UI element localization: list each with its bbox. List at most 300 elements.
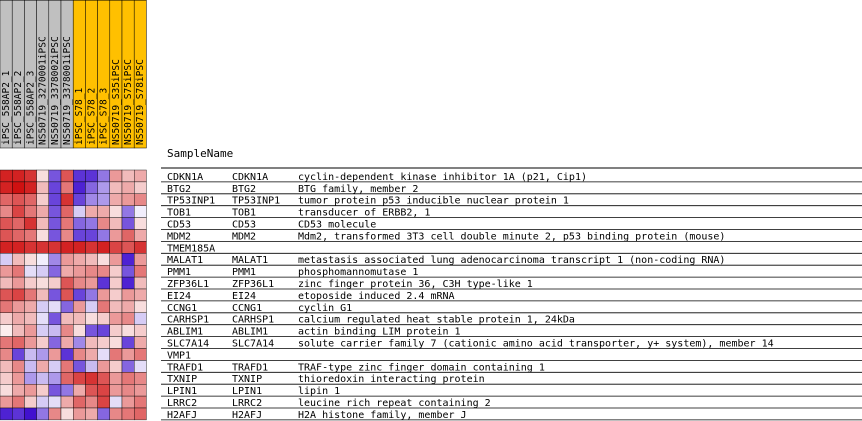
heatmap-cell (49, 241, 61, 253)
gene-id-label: TOB1 (232, 207, 257, 219)
heatmap-cell (73, 337, 85, 349)
heatmap-cell (49, 396, 61, 408)
heatmap-cell (37, 182, 49, 194)
gene-description-label: calcium regulated heat stable protein 1, 24kDa (298, 314, 575, 326)
heatmap-cell (73, 241, 85, 253)
gene-description-label: etoposide induced 2.4 mRNA (298, 290, 455, 302)
heatmap-cell (110, 253, 122, 265)
heatmap-cell (49, 206, 61, 218)
heatmap-cell (134, 396, 146, 408)
heatmap-cell (122, 396, 134, 408)
heatmap-cell (98, 253, 110, 265)
heatmap-cell (110, 241, 122, 253)
heatmap-cell (12, 182, 24, 194)
heatmap-cell (61, 313, 73, 325)
heatmap-cell (24, 265, 36, 277)
gene-id-label: ABLIM1 (232, 326, 269, 338)
gene-symbol-label: PMM1 (167, 267, 192, 279)
heatmap-cell (85, 384, 97, 396)
heatmap-cell (98, 313, 110, 325)
heatmap-cell (0, 230, 12, 242)
heatmap-cell (98, 206, 110, 218)
heatmap-cell (122, 372, 134, 384)
heatmap-cell (24, 277, 36, 289)
heatmap-cell (98, 218, 110, 230)
heatmap-cell (49, 313, 61, 325)
heatmap-cell (49, 301, 61, 313)
heatmap-cell (110, 218, 122, 230)
heatmap-cell (37, 206, 49, 218)
heatmap-cell (61, 325, 73, 337)
heatmap-cell (73, 265, 85, 277)
heatmap-cell (98, 170, 110, 182)
heatmap-cell (85, 241, 97, 253)
heatmap-cell (0, 384, 12, 396)
heatmap-cell (12, 325, 24, 337)
heatmap-cell (61, 349, 73, 361)
heatmap-cell (37, 241, 49, 253)
heatmap-cell (98, 241, 110, 253)
heatmap-cell (85, 349, 97, 361)
heatmap-cell (110, 325, 122, 337)
heatmap-cell (0, 313, 12, 325)
heatmap-cell (12, 206, 24, 218)
heatmap-cell (134, 384, 146, 396)
heatmap-cell (98, 301, 110, 313)
heatmap-cell (61, 289, 73, 301)
gene-description-label: cyclin G1 (298, 302, 353, 314)
heatmap-cell (0, 253, 12, 265)
gene-description-label: tumor protein p53 inducible nuclear protein 1 (298, 195, 569, 207)
heatmap-cell (12, 170, 24, 182)
heatmap-cell (12, 360, 24, 372)
gene-id-label: ZFP36L1 (232, 279, 275, 290)
heatmap-cell (73, 277, 85, 289)
heatmap-cell (49, 170, 61, 182)
gene-description-label: phosphomannomutase 1 (298, 267, 419, 279)
heatmap-cell (98, 277, 110, 289)
heatmap-cell (85, 230, 97, 242)
heatmap-cell (12, 218, 24, 230)
heatmap-cell (134, 325, 146, 337)
heatmap-cell (85, 194, 97, 206)
gene-description-label: BTG family, member 2 (298, 183, 419, 195)
heatmap-cell (122, 301, 134, 313)
heatmap-cell (110, 206, 122, 218)
heatmap-cell (37, 337, 49, 349)
sample-name-header: SampleName (167, 147, 234, 160)
heatmap-cell (134, 194, 146, 206)
gene-id-label: CDKN1A (232, 171, 269, 183)
heatmap-cell (110, 182, 122, 194)
gene-description-label: leucine rich repeat containing 2 (298, 398, 491, 409)
heatmap-cell (24, 289, 36, 301)
heatmap-cell (73, 170, 85, 182)
heatmap-cell (24, 337, 36, 349)
gene-id-label: TRAFD1 (232, 362, 269, 374)
heatmap-cell (0, 289, 12, 301)
heatmap-cell (85, 206, 97, 218)
heatmap-cell (37, 265, 49, 277)
heatmap-cell (98, 372, 110, 384)
heatmap-cell (24, 241, 36, 253)
gene-id-label: PMM1 (232, 267, 257, 279)
heatmap-cell (122, 325, 134, 337)
heatmap-cell (73, 384, 85, 396)
heatmap-cell (110, 384, 122, 396)
gene-description-label: thioredoxin interacting protein (298, 374, 485, 386)
heatmap-cell (0, 396, 12, 408)
heatmap-cell (122, 194, 134, 206)
heatmap-cell (49, 349, 61, 361)
gene-row-labels (161, 172, 862, 421)
heatmap-cell (134, 206, 146, 218)
heatmap-cell (49, 253, 61, 265)
heatmap-cell (61, 384, 73, 396)
heatmap-cell (98, 360, 110, 372)
heatmap-cell (24, 372, 36, 384)
gene-description-label: metastasis associated lung adenocarcinoma transcript 1 (non-coding RNA) (298, 255, 726, 267)
heatmap-cell (110, 313, 122, 325)
gene-symbol-label: TRAFD1 (167, 362, 204, 374)
heatmap-cell (98, 349, 110, 361)
heatmap-cell (98, 265, 110, 277)
gene-description-label: Mdm2, transformed 3T3 cell double minute 2, p53 binding protein (mouse) (298, 231, 726, 243)
heatmap-cell (37, 384, 49, 396)
heatmap-cell (61, 337, 73, 349)
heatmap-cell (24, 313, 36, 325)
heatmap-cell (98, 396, 110, 408)
heatmap-cell (49, 230, 61, 242)
sample-header-columns (0, 0, 146, 148)
heatmap-cell (0, 206, 12, 218)
heatmap-cell (61, 408, 73, 420)
heatmap-cell (110, 372, 122, 384)
heatmap-cell (85, 289, 97, 301)
gene-id-label: CCNG1 (232, 302, 263, 314)
heatmap-cell (37, 372, 49, 384)
heatmap-cell (37, 325, 49, 337)
heatmap-cell (0, 337, 12, 349)
heatmap-cell (85, 360, 97, 372)
heatmap-cell (73, 253, 85, 265)
heatmap-cell (37, 313, 49, 325)
heatmap-cell (24, 170, 36, 182)
heatmap-cell (24, 384, 36, 396)
heatmap-cell (98, 230, 110, 242)
heatmap-cell (110, 349, 122, 361)
heatmap-cell (49, 337, 61, 349)
heatmap-cell (85, 337, 97, 349)
gene-symbol-label: MALAT1 (167, 255, 204, 267)
heatmap-cell (73, 301, 85, 313)
heatmap-cell (134, 170, 146, 182)
heatmap-cell (37, 408, 49, 420)
heatmap-cell (12, 265, 24, 277)
gene-description-label: lipin 1 (298, 386, 341, 398)
sample-name-label: NS50719_3378002iPSC (49, 36, 61, 145)
heatmap-cell (49, 194, 61, 206)
gene-symbol-label: TMEM185A (167, 243, 216, 255)
heatmap-cell (37, 253, 49, 265)
heatmap-cell (73, 218, 85, 230)
heatmap-cell (61, 206, 73, 218)
heatmap-cell (49, 218, 61, 230)
heatmap-cell (110, 301, 122, 313)
heatmap-cell (98, 408, 110, 420)
heatmap-cell (0, 360, 12, 372)
gene-symbol-label: ZFP36L1 (167, 279, 210, 290)
heatmap-cell (134, 289, 146, 301)
heatmap-cell (61, 372, 73, 384)
heatmap-cell (122, 408, 134, 420)
gene-symbol-label: VMP1 (167, 350, 192, 362)
heatmap-cell (0, 182, 12, 194)
gene-description-label: cyclin-dependent kinase inhibitor 1A (p21, Cip1) (298, 171, 587, 183)
heatmap-cell (49, 182, 61, 194)
sample-name-label: NS50719_3378001iPSC (62, 36, 73, 145)
heatmap-cell (24, 218, 36, 230)
heatmap-cell (24, 194, 36, 206)
sample-name-label: iPSC_S78_2 (86, 87, 98, 145)
gene-symbol-label: CCNG1 (167, 302, 198, 314)
heatmap-cell (24, 349, 36, 361)
heatmap-cell (98, 289, 110, 301)
heatmap-cell (110, 230, 122, 242)
gene-symbol-label: TXNIP (167, 374, 198, 386)
gene-symbol-label: ABLIM1 (167, 326, 204, 338)
heatmap-cell (0, 265, 12, 277)
heatmap-cell (49, 325, 61, 337)
heatmap-cell (73, 372, 85, 384)
heatmap-cell (122, 384, 134, 396)
heatmap-cell (134, 265, 146, 277)
heatmap-cell (24, 182, 36, 194)
heatmap-cell (61, 218, 73, 230)
heatmap-cell (110, 360, 122, 372)
heatmap-cell (122, 313, 134, 325)
sample-name-label: iPSC_S78_3 (98, 87, 110, 145)
heatmap-cell (134, 372, 146, 384)
heatmap-cell (73, 289, 85, 301)
heatmap-cell (12, 289, 24, 301)
heatmap-cell (61, 360, 73, 372)
heatmap-cell (49, 408, 61, 420)
heatmap-cell (98, 337, 110, 349)
heatmap-cell (73, 194, 85, 206)
gene-id-label: LRRC2 (232, 398, 263, 409)
heatmap-cell (73, 396, 85, 408)
heatmap-cell (37, 349, 49, 361)
heatmap-cell (73, 313, 85, 325)
heatmap-cell (122, 277, 134, 289)
heatmap-cell (24, 408, 36, 420)
heatmap-cell (49, 372, 61, 384)
heatmap-cell (61, 241, 73, 253)
heatmap-cell (73, 349, 85, 361)
gene-description-label: actin binding LIM protein 1 (298, 326, 461, 338)
heatmap-cell (98, 182, 110, 194)
gene-id-label: TP53INP1 (232, 195, 281, 207)
heatmap-cell (24, 253, 36, 265)
heatmap-cell (85, 313, 97, 325)
heatmap-cell (134, 241, 146, 253)
heatmap-cell (134, 182, 146, 194)
gene-description-label: H2A histone family, member J (298, 409, 467, 421)
heatmap-cell (0, 277, 12, 289)
heatmap-cell (12, 396, 24, 408)
heatmap-cell (61, 182, 73, 194)
gene-id-label: MALAT1 (232, 255, 269, 267)
heatmap-cell (61, 265, 73, 277)
gene-symbol-label: CD53 (167, 219, 192, 231)
heatmap-cell (37, 277, 49, 289)
heatmap-cell (85, 408, 97, 420)
heatmap-cell (85, 277, 97, 289)
sample-name-label: iPSC_558AP2_1 (1, 70, 12, 145)
heatmap-cell (12, 372, 24, 384)
gene-symbol-label: CARHSP1 (167, 314, 210, 326)
heatmap-cell (110, 277, 122, 289)
gene-id-label: SLC7A14 (232, 338, 275, 350)
heatmap-cell (122, 170, 134, 182)
heatmap-cell (24, 206, 36, 218)
heatmap-cell (24, 325, 36, 337)
gene-id-label: H2AFJ (232, 409, 263, 421)
gene-description-label: zinc finger protein 36, C3H type-like 1 (298, 279, 533, 290)
sample-name-label: iPSC_558AP2_3 (25, 70, 37, 145)
heatmap-cell (0, 194, 12, 206)
heatmap-cell (73, 325, 85, 337)
heatmap-cell (85, 396, 97, 408)
heatmap-cell (85, 301, 97, 313)
heatmap-cell (85, 253, 97, 265)
gene-symbol-label: BTG2 (167, 183, 192, 195)
heatmap-cell (0, 372, 12, 384)
heatmap-cell (134, 218, 146, 230)
gene-symbol-label: MDM2 (167, 231, 192, 243)
heatmap-cell (61, 230, 73, 242)
heatmap-cell (12, 301, 24, 313)
heatmap-cell (110, 337, 122, 349)
heatmap-cell (134, 277, 146, 289)
heatmap-cell (134, 230, 146, 242)
heatmap-cell (134, 360, 146, 372)
heatmap-cell (134, 313, 146, 325)
heatmap-cell (61, 194, 73, 206)
heatmap-cell (134, 349, 146, 361)
heatmap-cell (37, 230, 49, 242)
gene-description-label: solute carrier family 7 (cationic amino acid transporter, y+ system), member 14 (298, 338, 774, 350)
heatmap-cell (12, 241, 24, 253)
heatmap-cell (0, 301, 12, 313)
heatmap-cell (12, 408, 24, 420)
gene-id-label: MDM2 (232, 231, 257, 243)
heatmap-cell (12, 384, 24, 396)
heatmap-cell (122, 337, 134, 349)
heatmap-cell (122, 349, 134, 361)
heatmap-cell (110, 170, 122, 182)
gene-symbol-label: TP53INP1 (167, 195, 216, 207)
heatmap-cell (12, 230, 24, 242)
gene-symbol-label: TOB1 (167, 207, 192, 219)
heatmap-cell (37, 301, 49, 313)
sample-name-label: NS50719_S35iPSC (110, 59, 122, 145)
heatmap-cell (122, 289, 134, 301)
heatmap-cell (134, 408, 146, 420)
gene-symbol-label: EI24 (167, 290, 192, 302)
heatmap-cell (122, 253, 134, 265)
gene-id-label: CARHSP1 (232, 314, 275, 326)
heatmap-cell (122, 265, 134, 277)
heatmap-cell (61, 301, 73, 313)
heatmap-cell (98, 384, 110, 396)
heatmap-cell (37, 289, 49, 301)
heatmap-cell (24, 301, 36, 313)
sample-name-label: NS50719_S78iPSC (135, 59, 147, 145)
gene-description-label: TRAF-type zinc finger domain containing 1 (298, 362, 545, 374)
heatmap-cell (110, 396, 122, 408)
sample-name-label: NS50719_3270001iPSC (37, 36, 49, 145)
heatmap-cell (122, 360, 134, 372)
heatmap-cell (61, 396, 73, 408)
heatmap-cell (0, 349, 12, 361)
sample-name-label: iPSC_558AP2_2 (13, 70, 25, 145)
heatmap-cell (122, 241, 134, 253)
heatmap-cell (49, 384, 61, 396)
heatmap-cell (12, 277, 24, 289)
gene-symbol-label: LRRC2 (167, 398, 198, 409)
heatmap-cell (122, 182, 134, 194)
heatmap-cell (49, 277, 61, 289)
heatmap-cell (122, 206, 134, 218)
gene-description-label: transducer of ERBB2, 1 (298, 207, 431, 219)
heatmap-cell (37, 360, 49, 372)
heatmap-cell (73, 206, 85, 218)
heatmap-cell (24, 230, 36, 242)
heatmap-cell (0, 408, 12, 420)
heatmap-cell (73, 360, 85, 372)
heatmap-cell (0, 241, 12, 253)
gene-id-label: BTG2 (232, 183, 257, 195)
heatmap-cell (24, 360, 36, 372)
heatmap-cell (37, 194, 49, 206)
sample-name-label: iPSC_S78_1 (74, 87, 86, 145)
heatmap-cell (110, 265, 122, 277)
heatmap-cells (0, 170, 146, 420)
heatmap-cell (110, 408, 122, 420)
heatmap-cell (49, 360, 61, 372)
heatmap-cell (12, 349, 24, 361)
sample-name-label: NS50719_S75iPSC (123, 59, 134, 145)
heatmap-cell (24, 396, 36, 408)
heatmap-cell (134, 253, 146, 265)
heatmap-cell (85, 170, 97, 182)
gene-symbol-label: CDKN1A (167, 171, 204, 183)
heatmap-cell (85, 218, 97, 230)
heatmap-cell (0, 170, 12, 182)
gene-symbol-label: LPIN1 (167, 386, 198, 398)
heatmap-cell (61, 277, 73, 289)
heatmap-cell (134, 337, 146, 349)
gene-symbol-label: H2AFJ (167, 409, 198, 421)
heatmap-cell (12, 253, 24, 265)
heatmap-cell (37, 170, 49, 182)
heatmap-cell (122, 230, 134, 242)
gene-description-label: CD53 molecule (298, 219, 377, 231)
heatmap-cell (73, 408, 85, 420)
heatmap-cell (37, 396, 49, 408)
